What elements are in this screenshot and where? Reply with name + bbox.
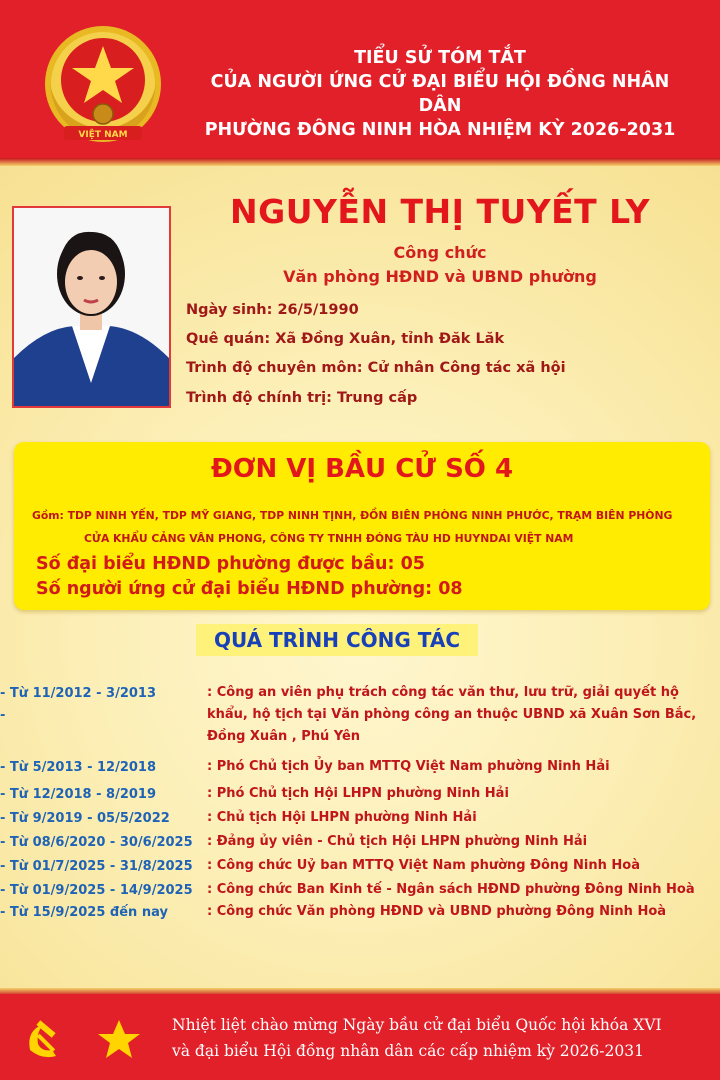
electoral-district-box (14, 442, 710, 610)
district-units (32, 504, 712, 550)
candidate-photo (12, 206, 171, 408)
header-title (190, 46, 690, 142)
candidates-count: Số người ứng cử đại biểu HĐND phường: 08 (36, 579, 463, 599)
career-period-dash: - (0, 708, 6, 723)
career-period: - Từ 12/2018 - 8/2019 (0, 787, 157, 802)
career-description: : Phó Chủ tịch Hội LHPN phường Ninh Hải (207, 786, 509, 801)
career-period: - Từ 01/7/2025 - 31/8/2025 (0, 859, 193, 874)
footer-line-1: Nhiệt liệt chào mừng Ngày bầu cử đại biểu Quốc hội khóa XVI (172, 1016, 662, 1034)
party-symbols (22, 1016, 152, 1062)
emblem-ribbon-text: VIỆT NAM (78, 130, 128, 140)
career-period: - Từ 01/9/2025 - 14/9/2025 (0, 883, 193, 898)
footer-line-2: và đại biểu Hội đồng nhân dân các cấp nhiệm kỳ 2026-2031 (172, 1042, 644, 1060)
birth-date: Ngày sinh: 26/5/1990 (186, 302, 359, 318)
career-list (0, 686, 720, 927)
candidate-position: Công chức (393, 243, 487, 262)
candidate-name: NGUYỄN THỊ TUYẾT LY (230, 192, 650, 231)
political-level: Trình độ chính trị: Trung cấp (186, 390, 418, 406)
career-period: - Từ 11/2012 - 3/2013 (0, 686, 157, 701)
career-description: : Công chức Ban Kinh tế - Ngân sách HĐND phường Đông Ninh Hoà (207, 882, 695, 897)
hammer-sickle-icon (29, 1020, 56, 1057)
seats-count: Số đại biểu HĐND phường được bầu: 05 (36, 554, 425, 574)
national-emblem-icon (36, 22, 170, 152)
header-line-3: PHƯỜNG ĐÔNG NINH HÒA NHIỆM KỲ 2026-2031 (204, 120, 676, 140)
candidate-office: Văn phòng HĐND và UBND phường (283, 267, 597, 286)
career-title: QUÁ TRÌNH CÔNG TÁC (196, 624, 478, 656)
career-item (0, 686, 720, 760)
district-units-line-2: CỬA KHẨU CẢNG VÂN PHONG, CÔNG TY TNHH ĐÓNG TÀU HD HUYNDAI VIỆT NAM (84, 532, 574, 545)
career-description: : Phó Chủ tịch Ủy ban MTTQ Việt Nam phường Ninh Hải (207, 759, 610, 774)
star-icon (98, 1020, 140, 1058)
career-description: : Đảng ủy viên - Chủ tịch Hội LHPN phường Ninh Hải (207, 834, 588, 849)
header-line-1: TIỂU SỬ TÓM TẮT (354, 48, 526, 68)
footer-message (172, 1012, 712, 1064)
header-divider (0, 158, 720, 166)
career-description: : Công chức Uỷ ban MTTQ Việt Nam phường Đông Ninh Hoà (207, 858, 640, 873)
career-description: : Công an viên phụ trách công tác văn thư, lưu trữ, giải quyết hộ khẩu, hộ tịch tại Văn phòng công an thuộc UBND xã Xuân Sơn Bắc, Đồng Xuân , Phú Yên (207, 685, 697, 744)
career-description: : Công chức Văn phòng HĐND và UBND phường Đông Ninh Hoà (207, 904, 667, 919)
district-title: ĐƠN VỊ BẦU CỬ SỐ 4 (210, 454, 514, 484)
career-description: : Chủ tịch Hội LHPN phường Ninh Hải (207, 810, 477, 825)
career-period: - Từ 9/2019 - 05/5/2022 (0, 811, 170, 826)
career-period: - Từ 15/9/2025 đến nay (0, 905, 168, 920)
career-item (0, 905, 720, 927)
header-line-2: CỦA NGƯỜI ỨNG CỬ ĐẠI BIỂU HỘI ĐỒNG NHÂN DÂN (210, 72, 670, 116)
career-period: - Từ 08/6/2020 - 30/6/2025 (0, 835, 193, 850)
district-units-line-1: Gồm: TDP NINH YẾN, TDP MỸ GIANG, TDP NINH TỊNH, ĐỒN BIÊN PHÒNG NINH PHƯỚC, TRẠM BIÊN PHÒNG (32, 509, 673, 522)
education-level: Trình độ chuyên môn: Cử nhân Công tác xã hội (186, 360, 566, 376)
career-period: - Từ 5/2013 - 12/2018 (0, 760, 157, 775)
hometown: Quê quán: Xã Đồng Xuân, tỉnh Đăk Lăk (186, 331, 505, 347)
